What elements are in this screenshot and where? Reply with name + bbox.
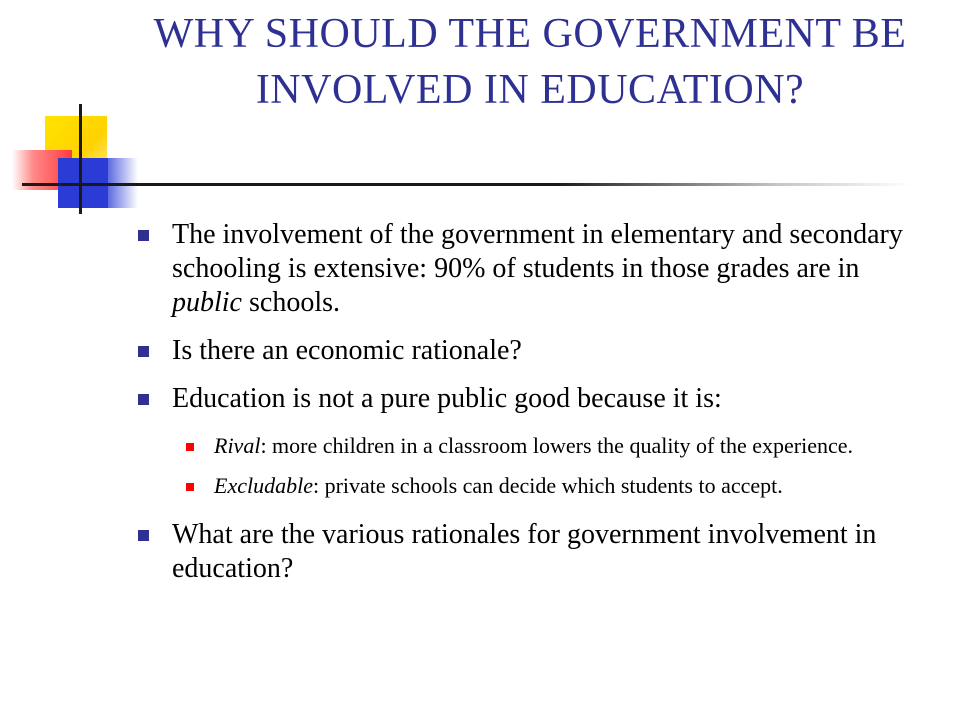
term-text: Excludable <box>214 473 313 498</box>
bullet-item <box>130 518 920 586</box>
vertical-line-decoration <box>79 104 82 214</box>
square-bullet-icon <box>138 394 149 405</box>
bullet-item <box>130 382 920 416</box>
bullet-text <box>172 219 903 318</box>
square-bullet-icon <box>138 230 149 241</box>
bullet-item <box>130 334 920 368</box>
bullet-list <box>130 218 920 600</box>
emphasis-text: public <box>172 287 242 318</box>
bullet-text-start: The involvement of the government in elementary and secondary schooling is extensive: 90% of students in those grades are in <box>172 219 903 284</box>
sub-bullet-text <box>214 433 853 458</box>
decorative-corner-graphic <box>0 0 140 230</box>
slide-title: WHY SHOULD THE GOVERNMENT BE INVOLVED IN EDUCATION? <box>153 11 907 113</box>
small-square-bullet-icon <box>186 443 194 451</box>
bullet-text: Education is not a pure public good because it is: <box>172 383 722 414</box>
bullet-text: Is there an economic rationale? <box>172 335 522 366</box>
sub-bullet-item <box>130 432 920 460</box>
small-square-bullet-icon <box>186 483 194 491</box>
sub-bullet-item <box>130 472 920 500</box>
term-text: Rival <box>214 433 261 458</box>
square-bullet-icon <box>138 530 149 541</box>
definition-text: : private schools can decide which students to accept. <box>312 473 783 498</box>
bullet-text: What are the various rationales for government involvement in education? <box>172 519 877 584</box>
bullet-text-end: schools. <box>242 287 340 318</box>
bullet-item <box>130 218 920 320</box>
square-bullet-icon <box>138 346 149 357</box>
definition-text: : more children in a classroom lowers the quality of the experience. <box>260 433 854 458</box>
sub-bullet-text <box>214 473 783 498</box>
title-underline <box>22 183 912 186</box>
